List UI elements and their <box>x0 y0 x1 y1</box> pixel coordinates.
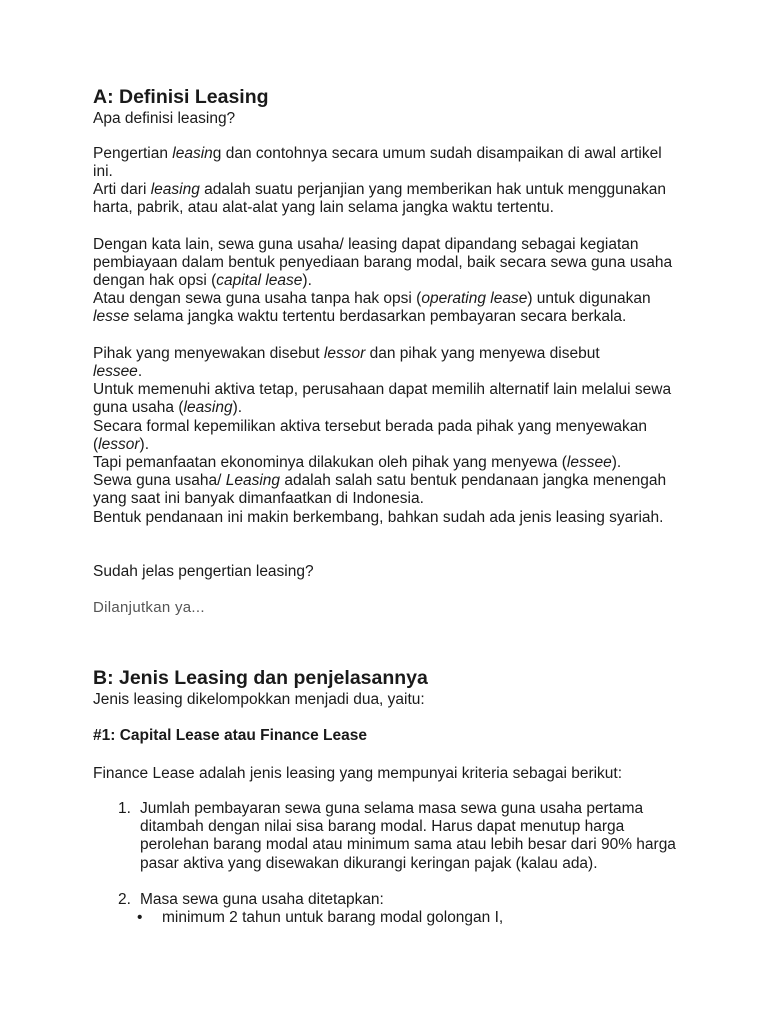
sub-list-item: minimum 2 tahun untuk barang modal golongan I, <box>162 909 504 926</box>
paragraph-3: Dengan kata lain, sewa guna usaha/ leasing dapat dipandang sebagai kegiatan pembiayaan dalam bentuk penyediaan barang modal, baik secara sewa guna usaha dengan hak opsi (capital lease). <box>93 236 673 290</box>
list-item: Jumlah pembayaran sewa guna selama masa sewa guna usaha pertama ditambah dengan nilai sisa barang modal. Harus dapat menutup harga perolehan barang modal atau minimum sama atau lebih besar dari 90% harga pasar aktiva yang disewakan dikurangi keringan pajak (kalau ada). <box>140 800 676 872</box>
section-a-heading: A: Definisi Leasing <box>93 86 269 108</box>
paragraph-1: Pengertian leasing dan contohnya secara umum sudah disampaikan di awal artikel ini. <box>93 145 662 181</box>
paragraph-7: Secara formal kepemilikan aktiva tersebut berada pada pihak yang menyewakan (lessor). <box>93 418 648 454</box>
paragraph-9: Sewa guna usaha/ Leasing adalah salah satu bentuk pendanaan jangka menengah yang saat ini banyak dimanfaatkan di Indonesia. <box>93 472 667 508</box>
capital-lease-heading: #1: Capital Lease atau Finance Lease <box>93 727 367 744</box>
paragraph-10: Bentuk pendanaan ini makin berkembang, bahkan sudah ada jenis leasing syariah. <box>93 509 664 526</box>
paragraph-5: Pihak yang menyewakan disebut lessor dan pihak yang menyewa disebut lessee. <box>93 345 600 381</box>
paragraph-4: Atau dengan sewa guna usaha tanpa hak opsi (operating lease) untuk digunakan lesse selama jangka waktu tertentu berdasarkan pembayaran secara berkala. <box>93 290 651 326</box>
bullet-icon: • <box>137 909 143 926</box>
section-b-intro: Jenis leasing dikelompokkan menjadi dua, yaitu: <box>93 691 425 708</box>
list-item-number: 2. <box>118 891 131 908</box>
list-item: Masa sewa guna usaha ditetapkan: <box>140 891 384 908</box>
section-a-question: Apa definisi leasing? <box>93 110 236 127</box>
criteria-intro: Finance Lease adalah jenis leasing yang mempunyai kriteria sebagai berikut: <box>93 765 623 782</box>
closing-question: Sudah jelas pengertian leasing? <box>93 563 314 580</box>
continued-note: Dilanjutkan ya... <box>93 599 205 616</box>
paragraph-6: Untuk memenuhi aktiva tetap, perusahaan dapat memilih alternatif lain melalui sewa guna usaha (leasing). <box>93 381 672 417</box>
list-item-number: 1. <box>118 800 131 817</box>
section-b-heading: B: Jenis Leasing dan penjelasannya <box>93 667 428 689</box>
paragraph-2: Arti dari leasing adalah suatu perjanjian yang memberikan hak untuk menggunakan harta, pabrik, atau alat-alat yang lain selama jangka waktu tertentu. <box>93 181 667 217</box>
paragraph-8: Tapi pemanfaatan ekonominya dilakukan oleh pihak yang menyewa (lessee). <box>93 454 622 471</box>
